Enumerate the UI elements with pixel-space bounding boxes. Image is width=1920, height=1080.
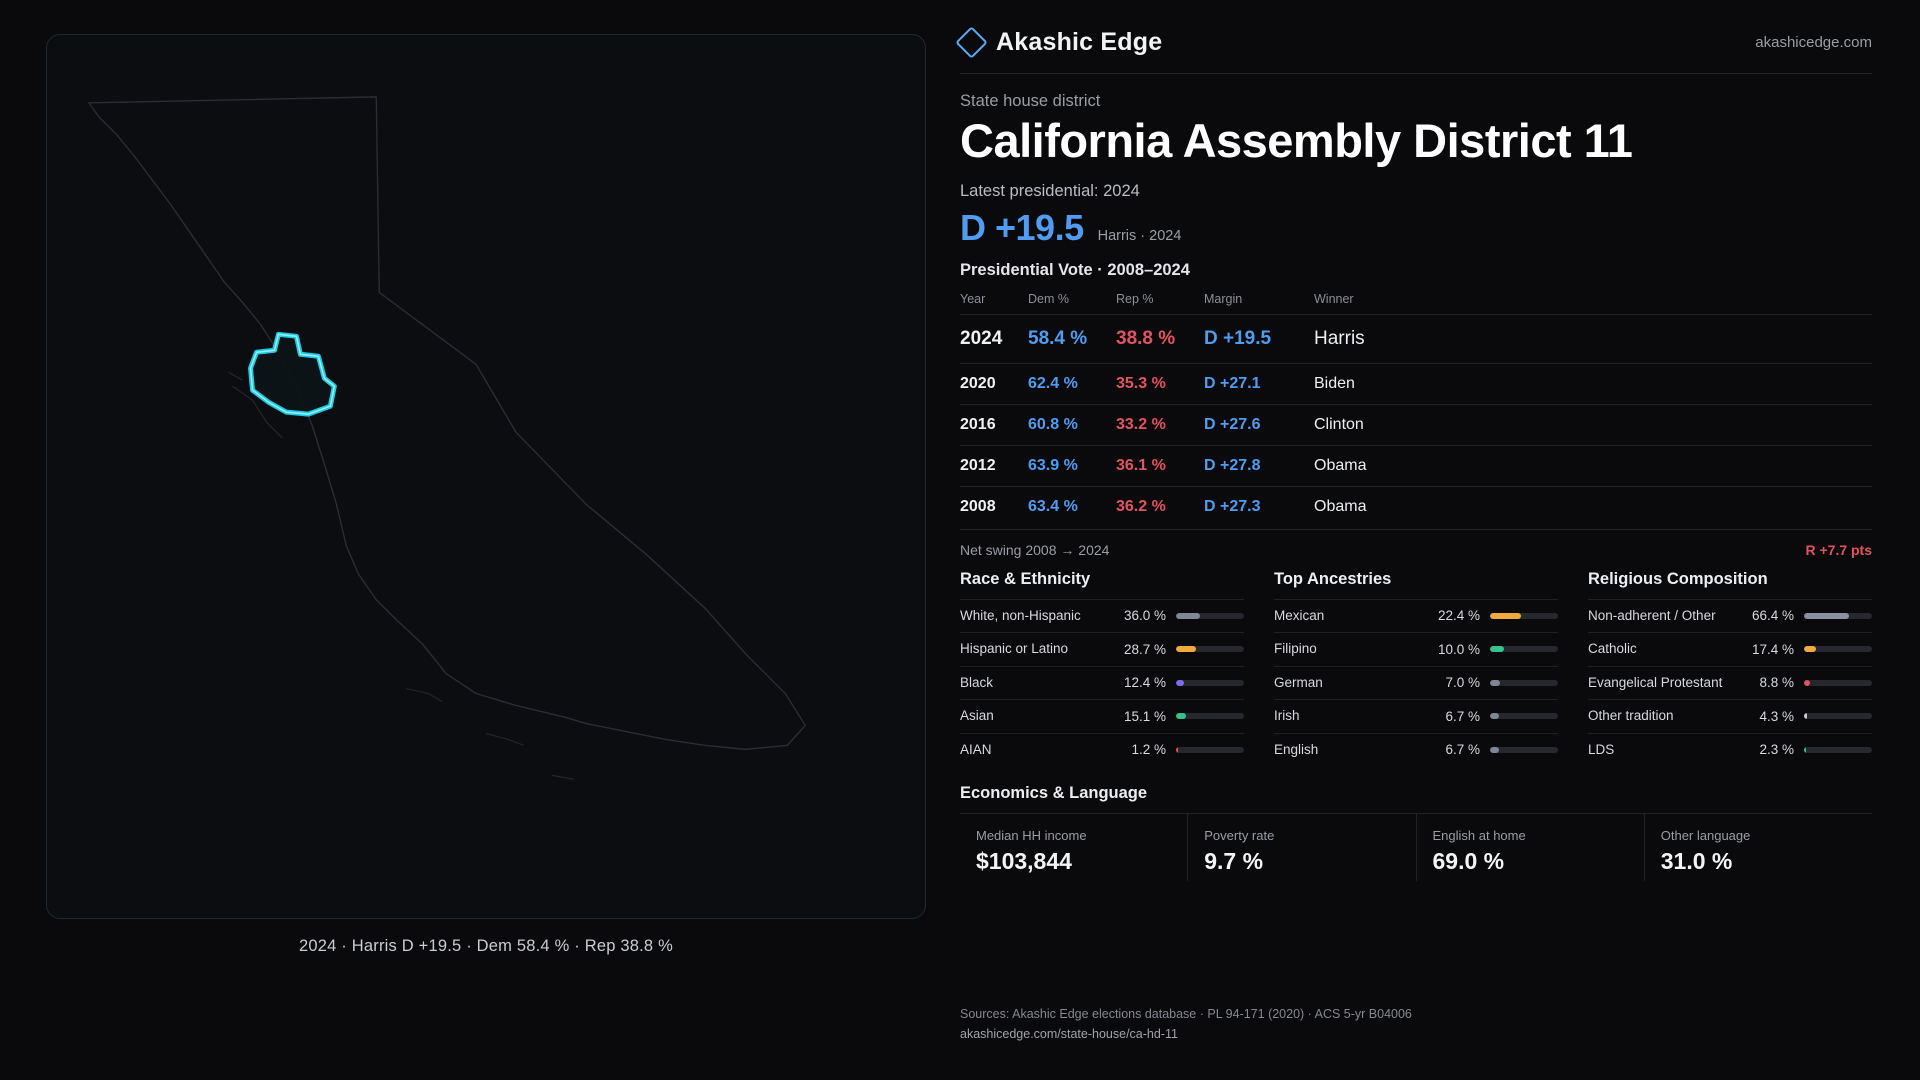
religion-label: LDS xyxy=(1588,741,1615,757)
list-item xyxy=(1274,599,1558,632)
cell-winner: Obama xyxy=(1314,445,1872,486)
cell-dem: 58.4 % xyxy=(1028,314,1116,363)
ancestry-pct: 6.7 % xyxy=(1445,708,1480,724)
stat-value: $103,844 xyxy=(976,847,1072,874)
race-label: AIAN xyxy=(960,741,992,757)
economics-title: Economics & Language xyxy=(960,783,1148,802)
cell-winner: Obama xyxy=(1314,486,1872,527)
list-item xyxy=(1274,733,1558,766)
cell-dem: 63.9 % xyxy=(1028,445,1116,486)
cell-rep: 35.3 % xyxy=(1116,363,1204,404)
cell-margin: D +27.6 xyxy=(1204,404,1314,445)
ancestry-label: Irish xyxy=(1274,708,1300,724)
cell-margin: D +19.5 xyxy=(1204,314,1314,363)
race-label: Black xyxy=(960,674,994,690)
demographics-columns xyxy=(960,570,1872,766)
race-label: White, non-Hispanic xyxy=(960,607,1081,623)
net-swing-row xyxy=(960,529,1872,558)
list-item xyxy=(960,699,1244,732)
cell-year: 2012 xyxy=(960,445,1028,486)
religion-pct: 8.8 % xyxy=(1759,675,1794,691)
col-year: Year xyxy=(960,291,986,306)
religion-pct: 66.4 % xyxy=(1751,608,1794,624)
religion-pct: 17.4 % xyxy=(1751,641,1794,657)
religion-label: Catholic xyxy=(1588,641,1637,657)
stat-label: English at home xyxy=(1432,827,1526,843)
votes-section-title: Presidential Vote · 2008–2024 xyxy=(960,260,1190,279)
cell-winner: Clinton xyxy=(1314,404,1872,445)
list-item xyxy=(1588,733,1872,766)
headline-margin xyxy=(960,207,1872,249)
stat-label: Median HH income xyxy=(976,827,1087,843)
race-pct: 12.4 % xyxy=(1123,675,1166,691)
california-map xyxy=(47,35,925,918)
list-item xyxy=(1274,632,1558,665)
kicker: State house district xyxy=(960,92,1101,110)
map-frame[interactable] xyxy=(46,34,926,919)
ancestry-pct: 10.0 % xyxy=(1437,641,1480,657)
list-item xyxy=(1588,599,1872,632)
race-pct: 36.0 % xyxy=(1123,608,1166,624)
cell-rep: 33.2 % xyxy=(1116,404,1204,445)
latest-presidential-label: Latest presidential: 2024 xyxy=(960,181,1140,200)
page-title: California Assembly District 11 xyxy=(960,114,1633,167)
stat-value: 9.7 % xyxy=(1204,847,1264,874)
ancestry-bar xyxy=(1490,680,1558,686)
cell-winner: Biden xyxy=(1314,363,1872,404)
race-pct: 28.7 % xyxy=(1123,641,1166,657)
brand-name: Akashic Edge xyxy=(996,28,1163,56)
religion-label: Evangelical Protestant xyxy=(1588,674,1723,690)
race-ethnicity-column xyxy=(960,570,1244,766)
table-row xyxy=(960,314,1872,363)
cell-dem: 62.4 % xyxy=(1028,363,1116,404)
ancestries-title: Top Ancestries xyxy=(1274,569,1392,588)
margin-value: D +19.5 xyxy=(960,206,1084,248)
col-margin: Margin xyxy=(1204,291,1243,306)
sources xyxy=(960,1005,1412,1044)
table-row xyxy=(960,486,1872,527)
stat-value: 69.0 % xyxy=(1432,847,1505,874)
list-item xyxy=(1274,699,1558,732)
stat-median-income xyxy=(960,814,1188,881)
race-bar xyxy=(1176,680,1244,686)
stat-english-at-home xyxy=(1417,814,1645,881)
race-label: Hispanic or Latino xyxy=(960,641,1069,657)
ancestry-label: Mexican xyxy=(1274,607,1325,623)
stat-label: Other language xyxy=(1660,827,1751,843)
cell-year: 2016 xyxy=(960,404,1028,445)
sources-line: Sources: Akashic Edge elections database · PL 94-171 (2020) · ACS 5-yr B04006 xyxy=(960,1007,1412,1022)
religion-bar xyxy=(1804,747,1872,753)
list-item xyxy=(960,599,1244,632)
religion-bar xyxy=(1804,713,1872,719)
stat-value: 31.0 % xyxy=(1660,847,1733,874)
brand-bar xyxy=(960,28,1872,74)
stat-other-language xyxy=(1645,814,1872,881)
ancestry-label: Filipino xyxy=(1274,641,1317,657)
cell-dem: 63.4 % xyxy=(1028,486,1116,527)
ancestry-bar xyxy=(1490,747,1558,753)
race-bar xyxy=(1176,646,1244,652)
cell-winner: Harris xyxy=(1314,314,1872,363)
district-highlight xyxy=(251,334,335,414)
map-caption: 2024 · Harris D +19.5 · Dem 58.4 % · Rep 38.8 % xyxy=(299,937,673,955)
cell-year: 2024 xyxy=(960,314,1028,363)
cell-dem: 60.8 % xyxy=(1028,404,1116,445)
col-rep: Rep % xyxy=(1116,291,1154,306)
race-title: Race & Ethnicity xyxy=(960,569,1091,588)
economics-row xyxy=(960,813,1872,881)
cell-year: 2008 xyxy=(960,486,1028,527)
religion-column xyxy=(1588,570,1872,766)
list-item xyxy=(1274,666,1558,699)
col-winner: Winner xyxy=(1314,291,1354,306)
ancestry-bar xyxy=(1490,646,1558,652)
cell-rep: 36.2 % xyxy=(1116,486,1204,527)
cell-margin: D +27.1 xyxy=(1204,363,1314,404)
net-swing-value: R +7.7 pts xyxy=(1805,541,1872,558)
cell-rep: 36.1 % xyxy=(1116,445,1204,486)
ancestries-column xyxy=(1274,570,1558,766)
cell-year: 2020 xyxy=(960,363,1028,404)
race-pct: 1.2 % xyxy=(1131,742,1166,758)
ancestry-pct: 6.7 % xyxy=(1445,742,1480,758)
brand-url[interactable]: akashicedge.com xyxy=(1755,34,1872,51)
cell-rep: 38.8 % xyxy=(1116,314,1204,363)
stat-poverty-rate xyxy=(1188,814,1416,881)
list-item xyxy=(1588,699,1872,732)
net-swing-label: Net swing 2008 → 2024 xyxy=(960,541,1110,558)
religion-label: Non-adherent / Other xyxy=(1588,607,1716,623)
race-bar xyxy=(1176,613,1244,619)
religion-pct: 2.3 % xyxy=(1759,742,1794,758)
religion-bar xyxy=(1804,680,1872,686)
religion-title: Religious Composition xyxy=(1588,569,1768,588)
ancestry-label: German xyxy=(1274,674,1323,690)
list-item xyxy=(1588,632,1872,665)
religion-label: Other tradition xyxy=(1588,708,1674,724)
list-item xyxy=(1588,666,1872,699)
list-item xyxy=(960,666,1244,699)
table-header-row xyxy=(960,292,1872,315)
race-pct: 15.1 % xyxy=(1123,708,1166,724)
ancestry-label: English xyxy=(1274,741,1319,757)
ancestry-bar xyxy=(1490,713,1558,719)
table-row xyxy=(960,363,1872,404)
diamond-icon xyxy=(955,26,988,59)
brand-left xyxy=(960,28,1162,57)
religion-pct: 4.3 % xyxy=(1759,708,1794,724)
sources-url[interactable]: akashicedge.com/state-house/ca-hd-11 xyxy=(960,1026,1178,1041)
presidential-vote-table xyxy=(960,292,1872,527)
religion-bar xyxy=(1804,646,1872,652)
table-row xyxy=(960,445,1872,486)
list-item xyxy=(960,733,1244,766)
table-row xyxy=(960,404,1872,445)
cell-margin: D +27.3 xyxy=(1204,486,1314,527)
info-panel xyxy=(960,0,1920,1080)
ancestry-bar xyxy=(1490,613,1558,619)
religion-bar xyxy=(1804,613,1872,619)
cell-margin: D +27.8 xyxy=(1204,445,1314,486)
race-label: Asian xyxy=(960,708,994,724)
list-item xyxy=(960,632,1244,665)
ancestry-pct: 22.4 % xyxy=(1437,608,1480,624)
ancestry-pct: 7.0 % xyxy=(1445,675,1480,691)
race-bar xyxy=(1176,713,1244,719)
race-bar xyxy=(1176,747,1244,753)
margin-note: Harris · 2024 xyxy=(1097,227,1182,244)
stat-label: Poverty rate xyxy=(1204,827,1275,843)
col-dem: Dem % xyxy=(1028,291,1069,306)
